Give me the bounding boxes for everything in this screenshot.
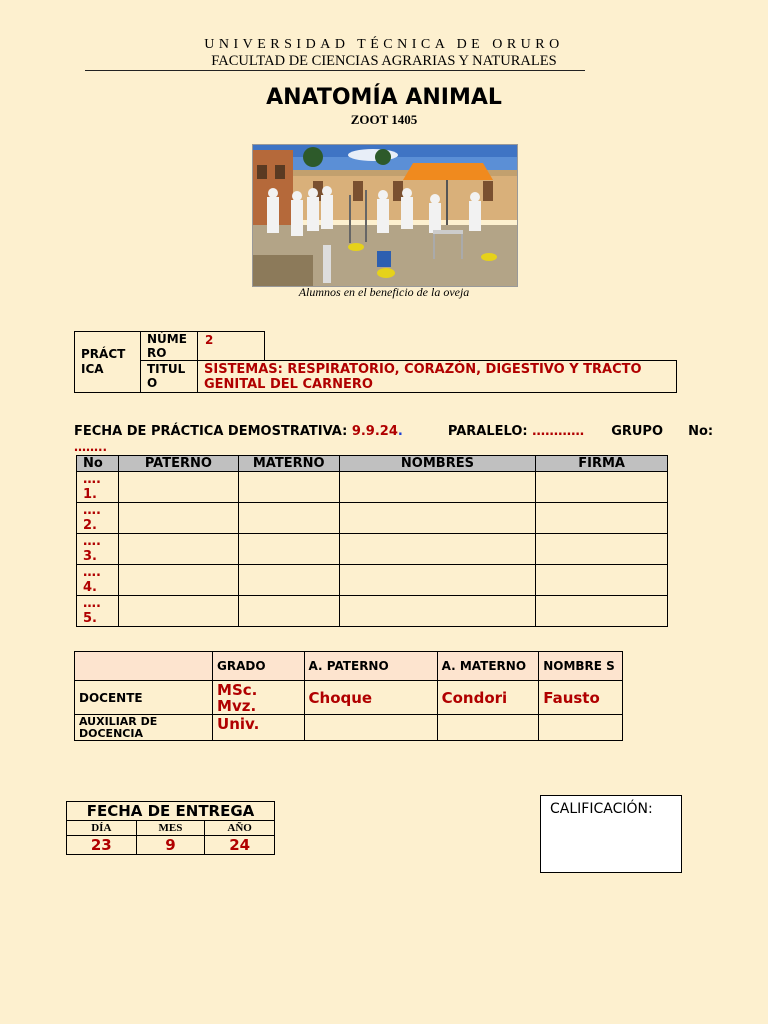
- firma-input[interactable]: [536, 503, 668, 534]
- auxiliar-label: AUXILIAR DE DOCENCIA: [75, 715, 213, 741]
- practice-info-line: [74, 424, 714, 439]
- auxiliar-paterno[interactable]: [304, 715, 437, 741]
- day-label: DÍA: [67, 821, 137, 836]
- grade-box[interactable]: [540, 795, 682, 873]
- header-divider: [85, 70, 585, 71]
- firma-input[interactable]: [536, 565, 668, 596]
- grupo-no-value: ……..: [74, 440, 108, 454]
- auxiliar-materno[interactable]: [437, 715, 539, 741]
- university-name: UNIVERSIDAD TÉCNICA DE ORURO: [204, 37, 564, 52]
- col-header-no: No: [77, 456, 119, 472]
- students-photo: [252, 144, 518, 287]
- staff-header-row: [75, 652, 623, 681]
- month-value: 9: [136, 836, 205, 855]
- row-number: …. 2.: [77, 503, 119, 534]
- students-table: [76, 455, 668, 627]
- nombres-input[interactable]: [339, 596, 536, 627]
- nombres-input[interactable]: [339, 534, 536, 565]
- col-header-materno: MATERNO: [238, 456, 339, 472]
- materno-input[interactable]: [238, 534, 339, 565]
- students-header-row: [77, 456, 668, 472]
- staff-header-materno: A. MATERNO: [437, 652, 539, 681]
- paterno-input[interactable]: [118, 565, 238, 596]
- firma-input[interactable]: [536, 472, 668, 503]
- auxiliar-grado: Univ.: [213, 715, 304, 741]
- month-label: MES: [136, 821, 205, 836]
- col-header-nombres: NOMBRES: [339, 456, 536, 472]
- numero-label: NÚME RO: [147, 332, 187, 360]
- table-row: [77, 472, 668, 503]
- docente-label: DOCENTE: [75, 681, 213, 715]
- firma-input[interactable]: [536, 534, 668, 565]
- year-value: 24: [205, 836, 275, 855]
- materno-input[interactable]: [238, 565, 339, 596]
- photo-caption: Alumnos en el beneficio de la oveja: [298, 285, 470, 299]
- table-row: [77, 596, 668, 627]
- materno-input[interactable]: [238, 596, 339, 627]
- materno-input[interactable]: [238, 472, 339, 503]
- staff-header-blank: [75, 652, 213, 681]
- day-value: 23: [67, 836, 137, 855]
- grupo-no-label: No:: [688, 424, 714, 439]
- titulo-value-cell: [197, 360, 677, 393]
- table-row: [77, 503, 668, 534]
- nombres-input[interactable]: [339, 503, 536, 534]
- paterno-input[interactable]: [118, 596, 238, 627]
- row-number: …. 3.: [77, 534, 119, 565]
- col-header-paterno: PATERNO: [118, 456, 238, 472]
- paterno-input[interactable]: [118, 472, 238, 503]
- docente-row: [75, 681, 623, 715]
- firma-input[interactable]: [536, 596, 668, 627]
- photo-illustration: [253, 145, 517, 286]
- docente-materno: Condori: [437, 681, 539, 715]
- staff-table: [74, 651, 623, 741]
- fecha-label: FECHA DE PRÁCTICA DEMOSTRATIVA:: [74, 424, 348, 439]
- numero-value-cell: [197, 331, 265, 361]
- faculty-name: FACULTAD DE CIENCIAS AGRARIAS Y NATURALES: [211, 53, 557, 69]
- course-code: ZOOT 1405: [350, 112, 418, 127]
- delivery-date-title: FECHA DE ENTREGA: [67, 802, 275, 821]
- col-header-firma: FIRMA: [536, 456, 668, 472]
- paralelo-label: PARALELO:: [447, 424, 528, 439]
- grade-label: CALIFICACIÓN:: [550, 801, 653, 817]
- titulo-label: TITUL O: [147, 362, 186, 390]
- row-number: …. 5.: [77, 596, 119, 627]
- nombres-input[interactable]: [339, 472, 536, 503]
- staff-header-paterno: A. PATERNO: [304, 652, 437, 681]
- delivery-date-table: [66, 801, 275, 855]
- docente-nombres: Fausto: [539, 681, 623, 715]
- auxiliar-row: [75, 715, 623, 741]
- docente-paterno: Choque: [304, 681, 437, 715]
- nombres-input[interactable]: [339, 565, 536, 596]
- course-title: ANATOMÍA ANIMAL: [266, 85, 502, 110]
- row-number: …. 4.: [77, 565, 119, 596]
- table-row: [77, 534, 668, 565]
- auxiliar-nombres[interactable]: [539, 715, 623, 741]
- materno-input[interactable]: [238, 503, 339, 534]
- numero-value: 2: [205, 333, 214, 347]
- practice-label-cell: [74, 331, 141, 393]
- titulo-value: SISTEMAS: RESPIRATORIO, CORAZÓN, DIGESTIVO Y TRACTO GENITAL DEL CARNERO: [204, 362, 642, 392]
- paterno-input[interactable]: [118, 534, 238, 565]
- staff-header-grado: GRADO: [213, 652, 304, 681]
- numero-label-cell: [140, 331, 198, 361]
- docente-grado: MSc. Mvz.: [213, 681, 304, 715]
- row-number: …. 1.: [77, 472, 119, 503]
- fecha-value: 9.9.24: [351, 424, 398, 439]
- paterno-input[interactable]: [118, 503, 238, 534]
- fecha-dot: .: [397, 424, 403, 439]
- table-row: [77, 565, 668, 596]
- year-label: AÑO: [205, 821, 275, 836]
- staff-header-nombres: NOMBRE S: [539, 652, 623, 681]
- titulo-label-cell: [140, 360, 198, 393]
- practice-label: PRÁCT ICA: [81, 347, 126, 376]
- paralelo-value: …………: [532, 424, 585, 439]
- grupo-label: GRUPO: [611, 424, 664, 439]
